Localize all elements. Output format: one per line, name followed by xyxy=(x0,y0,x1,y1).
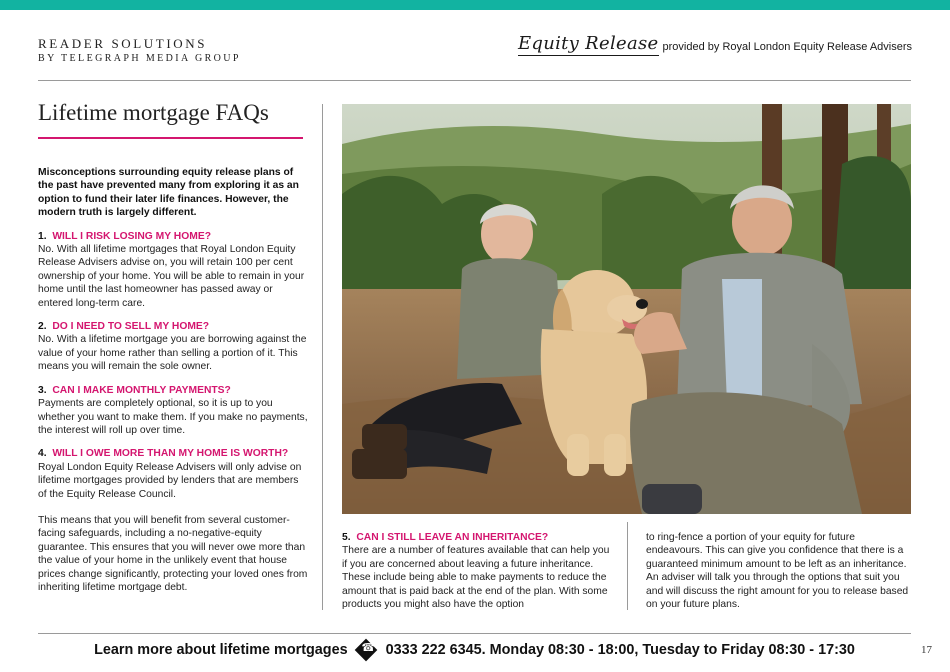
faq-number: 3. xyxy=(38,384,47,396)
page-title: Lifetime mortgage FAQs xyxy=(38,100,269,125)
page-number: 17 xyxy=(921,644,932,656)
faq-answer: Royal London Equity Release Advisers will only advise on lifetime mortgages provided by lenders that are members of the Equity Release Council. xyxy=(38,461,302,500)
footer-cta xyxy=(38,642,911,658)
right-column xyxy=(646,531,911,611)
faq-item-5 xyxy=(342,531,610,611)
faq-answer: Payments are completely optional, so it is up to you whether you want to make them. If you make no payments, the interest will roll up over time. xyxy=(38,398,308,436)
faq-question-text: WILL I RISK LOSING MY HOME? xyxy=(52,230,211,242)
header-divider xyxy=(38,80,911,81)
faq-item-4 xyxy=(38,447,308,501)
faq-question xyxy=(38,384,308,397)
faq-question xyxy=(38,447,308,460)
faq-answer: No. With all lifetime mortgages that Royal London Equity Release Advisers advise on, you will retain 100 per cent ownership of your home. You will be able to remain in your home until the last homeowner has passed away or entered long-term care. xyxy=(38,244,305,309)
safeguards-paragraph: This means that you will benefit from several customer-facing safeguards, including a no-negative-equity guarantee. This ensures that you will never owe more than the value of your home in the unlikely event that house prices change significantly, protecting your loved ones from inheriting lifetime mortgage debt. xyxy=(38,514,308,593)
equity-release-script: Equity Release xyxy=(517,33,659,54)
faq-question-text: WILL I OWE MORE THAN MY HOME IS WORTH? xyxy=(52,448,289,460)
hero-photo-couple-with-dog xyxy=(342,104,911,514)
faq-question xyxy=(342,531,610,544)
left-column xyxy=(38,166,308,594)
faq-item-1 xyxy=(38,230,308,310)
faq-item-2 xyxy=(38,320,308,374)
phone-and-hours: 0333 222 6345. Monday 08:30 - 18:00, Tuesday to Friday 08:30 - 17:30 xyxy=(385,642,855,658)
faq-number: 5. xyxy=(342,532,351,543)
title-underline xyxy=(38,137,303,139)
footer-divider xyxy=(38,633,911,634)
middle-column xyxy=(342,531,610,611)
faq-question-text: CAN I STILL LEAVE AN INHERITANCE? xyxy=(356,532,549,543)
faq-question xyxy=(38,230,308,243)
column-divider-right xyxy=(627,522,628,610)
faq-question xyxy=(38,320,308,333)
faq-question-text: CAN I MAKE MONTHLY PAYMENTS? xyxy=(52,384,231,396)
equity-release-logo xyxy=(518,34,912,56)
continuation-paragraph: to ring-fence a portion of your equity for future endeavours. This can give you confidence that there is a guaranteed minimum amount to be left as an inheritance. An adviser will talk you through the options that suit you and will discuss the right amount for you to release based on your future plans. xyxy=(646,532,909,611)
phone-icon xyxy=(354,639,377,662)
publisher-brand xyxy=(38,36,241,65)
faq-number: 1. xyxy=(38,230,47,242)
photo-illustration xyxy=(342,104,911,514)
faq-answer: There are a number of features available that can help you if you are concerned about leaving a future inheritance. These include being able to make payments to reduce the amount that is paid back at the end of the plan. With some products you might also have the option xyxy=(342,545,610,611)
cta-text: Learn more about lifetime mortgages xyxy=(94,642,348,658)
provider-credit: provided by Royal London Equity Release Advisers xyxy=(662,41,912,53)
column-divider-left xyxy=(322,104,323,610)
intro-paragraph: Misconceptions surrounding equity release plans of the past have prevented many from exploring it as an option to fund their later life finances. However, the modern truth is largely different. xyxy=(38,167,299,219)
brand-line-2: BY TELEGRAPH MEDIA GROUP xyxy=(38,53,241,64)
faq-item-3 xyxy=(38,384,308,438)
faq-answer: No. With a lifetime mortgage you are borrowing against the value of your home rather than selling a portion of it. This means you will remain the sole owner. xyxy=(38,334,307,373)
faq-number: 2. xyxy=(38,321,47,333)
faq-number: 4. xyxy=(38,448,47,460)
top-accent-bar xyxy=(0,0,950,10)
faq-question-text: DO I NEED TO SELL MY HOME? xyxy=(52,321,210,333)
brand-line-1: READER SOLUTIONS xyxy=(38,36,208,51)
